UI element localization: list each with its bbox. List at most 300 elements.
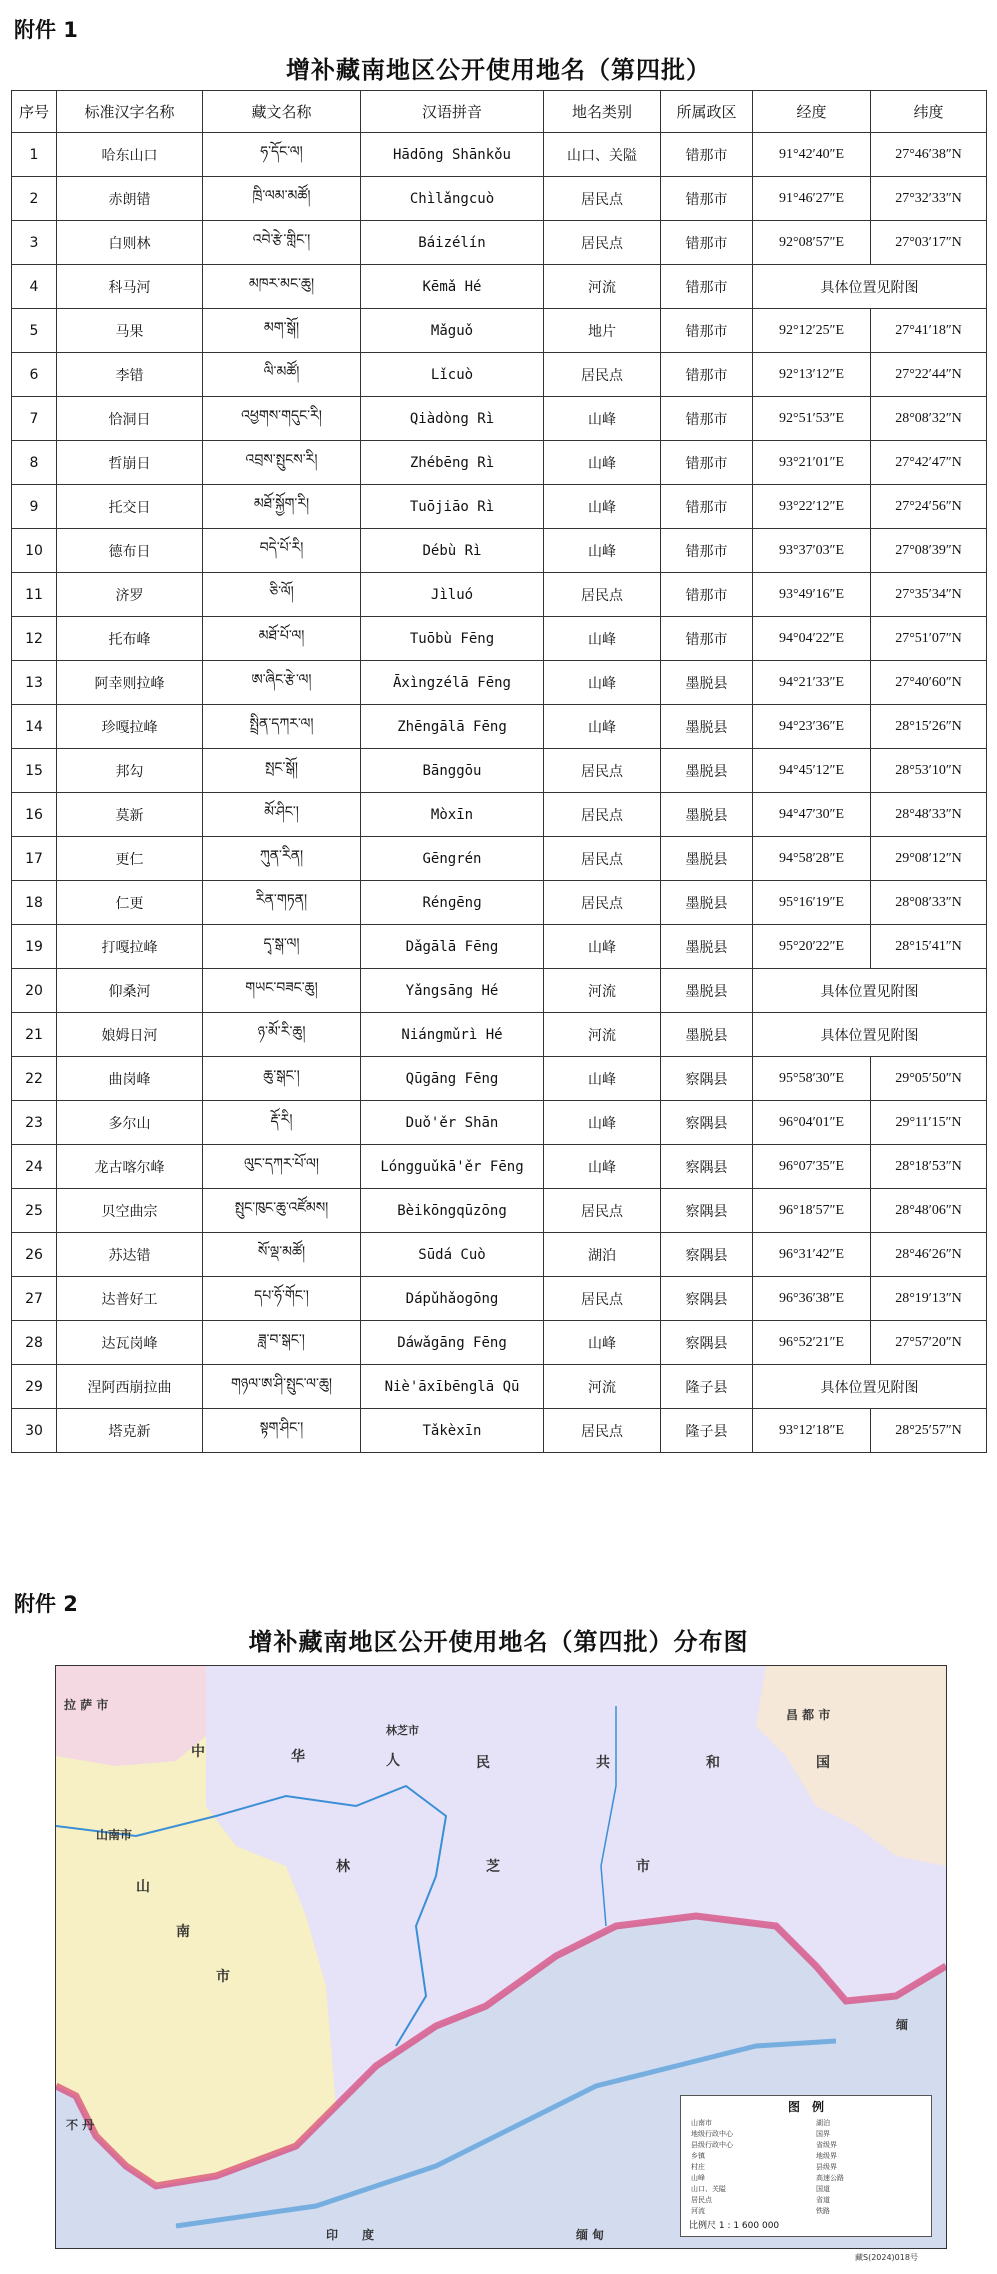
cell-latitude: 27°24′56″N <box>871 485 987 529</box>
cell-region: 错那市 <box>661 397 753 441</box>
cell-type: 居民点 <box>544 793 661 837</box>
map-label-shannan-city: 山南市 <box>96 1828 133 1842</box>
header-lon: 经度 <box>753 91 871 133</box>
map-label-he: 和 <box>706 1755 720 1771</box>
map-approval-number: 藏S(2024)018号 <box>855 2253 918 2262</box>
map-label-ren: 人 <box>386 1753 400 1769</box>
cell-tibetan-name: གཉལ་ཨ་ཤི་སྤུང་ལ་ཆུ། <box>203 1365 361 1409</box>
cell-type: 山峰 <box>544 1057 661 1101</box>
cell-han-name: 莫新 <box>57 793 203 837</box>
cell-type: 地片 <box>544 309 661 353</box>
cell-type: 山峰 <box>544 397 661 441</box>
cell-no: 11 <box>12 573 57 617</box>
cell-no: 5 <box>12 309 57 353</box>
map-label-nan: 南 <box>176 1924 190 1940</box>
table-row <box>12 1189 987 1233</box>
cell-latitude: 27°57′20″N <box>871 1321 987 1365</box>
cell-han-name: 曲岗峰 <box>57 1057 203 1101</box>
cell-pinyin: Dápǔhǎogōng <box>361 1277 544 1321</box>
cell-type: 山峰 <box>544 925 661 969</box>
cell-type: 河流 <box>544 1365 661 1409</box>
cell-longitude: 96°18′57″E <box>753 1189 871 1233</box>
cell-longitude: 94°45′12″E <box>753 749 871 793</box>
cell-longitude: 92°51′53″E <box>753 397 871 441</box>
table-row <box>12 1321 987 1365</box>
cell-type: 居民点 <box>544 177 661 221</box>
cell-longitude: 95°20′22″E <box>753 925 871 969</box>
table-row <box>12 221 987 265</box>
cell-region: 错那市 <box>661 617 753 661</box>
table-row <box>12 617 987 661</box>
cell-han-name: 达普好工 <box>57 1277 203 1321</box>
cell-han-name: 科马河 <box>57 265 203 309</box>
cell-no: 19 <box>12 925 57 969</box>
legend-title: 图 例 <box>787 2100 824 2114</box>
cell-latitude: 29°05′50″N <box>871 1057 987 1101</box>
cell-region: 错那市 <box>661 265 753 309</box>
cell-tibetan-name: སྤྲིན་དཀར་ལ། <box>203 705 361 749</box>
cell-no: 6 <box>12 353 57 397</box>
legend-item: 县级行政中心 <box>691 2141 733 2149</box>
table-row <box>12 1101 987 1145</box>
cell-type: 河流 <box>544 969 661 1013</box>
cell-tibetan-name: དྭ་སྒ་ལ། <box>203 925 361 969</box>
cell-longitude: 96°36′38″E <box>753 1277 871 1321</box>
cell-latitude: 28°15′26″N <box>871 705 987 749</box>
cell-no: 1 <box>12 133 57 177</box>
cell-tibetan-name: སོ་ལྡ་མཚོ། <box>203 1233 361 1277</box>
table-row <box>12 837 987 881</box>
map-label-zhi: 芝 <box>486 1859 500 1875</box>
cell-type: 居民点 <box>544 881 661 925</box>
cell-han-name: 邦勾 <box>57 749 203 793</box>
cell-pinyin: Zhébēng Rì <box>361 441 544 485</box>
cell-tibetan-name: སྟག་ཤིང་། <box>203 1409 361 1453</box>
place-names-table <box>11 90 987 1453</box>
cell-han-name: 德布日 <box>57 529 203 573</box>
cell-han-name: 托布峰 <box>57 617 203 661</box>
header-lat: 纬度 <box>871 91 987 133</box>
cell-tibetan-name: གཡང་བཟང་ཆུ། <box>203 969 361 1013</box>
cell-tibetan-name: ཆུ་སྒང་། <box>203 1057 361 1101</box>
cell-region: 错那市 <box>661 133 753 177</box>
cell-latitude: 27°32′33″N <box>871 177 987 221</box>
cell-no: 27 <box>12 1277 57 1321</box>
cell-han-name: 达瓦岗峰 <box>57 1321 203 1365</box>
cell-region: 错那市 <box>661 441 753 485</box>
cell-no: 25 <box>12 1189 57 1233</box>
cell-pinyin: Niángmǔrì Hé <box>361 1013 544 1057</box>
legend-item: 省道 <box>816 2196 830 2204</box>
cell-region: 错那市 <box>661 309 753 353</box>
legend-item: 湖泊 <box>816 2119 830 2127</box>
cell-tibetan-name: ཅི་ལོ། <box>203 573 361 617</box>
cell-tibetan-name: རིན་གཏན། <box>203 881 361 925</box>
cell-pinyin: Báizélín <box>361 221 544 265</box>
cell-latitude: 28°48′33″N <box>871 793 987 837</box>
cell-han-name: 哲崩日 <box>57 441 203 485</box>
cell-pinyin: Bèikōngqūzōng <box>361 1189 544 1233</box>
legend-item: 地级界 <box>816 2152 837 2160</box>
cell-no: 23 <box>12 1101 57 1145</box>
cell-no: 3 <box>12 221 57 265</box>
cell-longitude: 92°12′25″E <box>753 309 871 353</box>
header-tib: 藏文名称 <box>203 91 361 133</box>
table-row <box>12 309 987 353</box>
cell-region: 错那市 <box>661 529 753 573</box>
cell-tibetan-name: ལུང་དཀར་པོ་ལ། <box>203 1145 361 1189</box>
cell-latitude: 28°53′10″N <box>871 749 987 793</box>
legend-item: 山峰 <box>691 2174 705 2182</box>
cell-pinyin: Āxìngzélā Fēng <box>361 661 544 705</box>
cell-type: 山峰 <box>544 1145 661 1189</box>
cell-location-note: 具体位置见附图 <box>753 1013 987 1057</box>
table-row <box>12 133 987 177</box>
cell-pinyin: Rénɡēnɡ <box>361 881 544 925</box>
legend-scale: 比例尺 1 : 1 600 000 <box>689 2221 780 2231</box>
cell-han-name: 仰桑河 <box>57 969 203 1013</box>
legend-item: 国界 <box>816 2130 830 2138</box>
map-label-guo: 国 <box>816 1755 830 1771</box>
cell-han-name: 龙古喀尔峰 <box>57 1145 203 1189</box>
cell-type: 居民点 <box>544 837 661 881</box>
cell-region: 错那市 <box>661 221 753 265</box>
header-han: 标准汉字名称 <box>57 91 203 133</box>
table-row <box>12 573 987 617</box>
cell-region: 墨脱县 <box>661 969 753 1013</box>
legend-item: 省级界 <box>816 2141 837 2149</box>
cell-region: 墨脱县 <box>661 1013 753 1057</box>
cell-type: 山峰 <box>544 617 661 661</box>
cell-pinyin: Kēmǎ Hé <box>361 265 544 309</box>
map-label-myanmar1: 缅 <box>896 2018 909 2032</box>
cell-latitude: 27°46′38″N <box>871 133 987 177</box>
cell-pinyin: Tuōjiāo Rì <box>361 485 544 529</box>
cell-pinyin: Gēngrén <box>361 837 544 881</box>
table-row <box>12 397 987 441</box>
legend-item: 县级界 <box>816 2163 837 2171</box>
cell-latitude: 28°08′32″N <box>871 397 987 441</box>
attachment-2-label: 附件 2 <box>14 1592 78 1616</box>
legend-item: 国道 <box>816 2185 830 2193</box>
legend-item: 高速公路 <box>816 2174 844 2182</box>
cell-tibetan-name: རྡོ་རི། <box>203 1101 361 1145</box>
cell-tibetan-name: མག་སྒོ། <box>203 309 361 353</box>
table-row <box>12 441 987 485</box>
cell-no: 30 <box>12 1409 57 1453</box>
cell-han-name: 苏达错 <box>57 1233 203 1277</box>
legend-item: 河流 <box>691 2207 705 2215</box>
cell-pinyin: Lóngguǔkā'ěr Fēng <box>361 1145 544 1189</box>
cell-longitude: 94°23′36″E <box>753 705 871 749</box>
map-label-min: 民 <box>476 1755 490 1771</box>
cell-region: 墨脱县 <box>661 881 753 925</box>
cell-tibetan-name: མཁར་མང་ཆུ། <box>203 265 361 309</box>
cell-pinyin: Débù Rì <box>361 529 544 573</box>
map-title: 增补藏南地区公开使用地名（第四批）分布图 <box>248 1627 749 1656</box>
cell-region: 错那市 <box>661 485 753 529</box>
cell-pinyin: Dáwǎgāng Fēng <box>361 1321 544 1365</box>
map-label-zhong: 中 <box>191 1744 205 1760</box>
legend-item: 山口、关隘 <box>691 2185 726 2193</box>
cell-latitude: 29°08′12″N <box>871 837 987 881</box>
cell-tibetan-name: སྤང་སྒོ། <box>203 749 361 793</box>
map-label-hua: 华 <box>291 1749 305 1765</box>
cell-han-name: 塔克新 <box>57 1409 203 1453</box>
cell-pinyin: Zhēngālā Fēng <box>361 705 544 749</box>
cell-han-name: 仁更 <box>57 881 203 925</box>
cell-pinyin: Bānggōu <box>361 749 544 793</box>
cell-han-name: 打嘎拉峰 <box>57 925 203 969</box>
cell-region: 隆子县 <box>661 1409 753 1453</box>
table-row <box>12 1409 987 1453</box>
cell-type: 山峰 <box>544 705 661 749</box>
cell-region: 墨脱县 <box>661 661 753 705</box>
cell-han-name: 阿幸则拉峰 <box>57 661 203 705</box>
cell-no: 10 <box>12 529 57 573</box>
cell-no: 24 <box>12 1145 57 1189</box>
cell-type: 居民点 <box>544 573 661 617</box>
cell-longitude: 93°22′12″E <box>753 485 871 529</box>
table-row <box>12 529 987 573</box>
cell-pinyin: Lǐcuò <box>361 353 544 397</box>
cell-region: 察隅县 <box>661 1101 753 1145</box>
cell-longitude: 95°16′19″E <box>753 881 871 925</box>
cell-no: 4 <box>12 265 57 309</box>
cell-type: 居民点 <box>544 221 661 265</box>
cell-pinyin: Niè'āxībēnglā Qū <box>361 1365 544 1409</box>
cell-latitude: 27°35′34″N <box>871 573 987 617</box>
cell-region: 隆子县 <box>661 1365 753 1409</box>
cell-type: 山峰 <box>544 661 661 705</box>
cell-longitude: 93°49′16″E <box>753 573 871 617</box>
cell-region: 墨脱县 <box>661 793 753 837</box>
table-row <box>12 177 987 221</box>
table-row <box>12 1233 987 1277</box>
cell-han-name: 更仁 <box>57 837 203 881</box>
map-label-bhutan: 不 丹 <box>66 2118 95 2132</box>
cell-no: 20 <box>12 969 57 1013</box>
cell-no: 21 <box>12 1013 57 1057</box>
map-label-changdu: 昌 都 市 <box>786 1708 831 1722</box>
cell-han-name: 娘姆日河 <box>57 1013 203 1057</box>
cell-tibetan-name: འཕྱགས་གདུང་རི། <box>203 397 361 441</box>
header-pinyin: 汉语拼音 <box>361 91 544 133</box>
cell-longitude: 96°07′35″E <box>753 1145 871 1189</box>
cell-type: 山峰 <box>544 485 661 529</box>
header-no: 序号 <box>12 91 57 133</box>
cell-han-name: 托交日 <box>57 485 203 529</box>
cell-tibetan-name: ཁྲི་ལམ་མཚོ། <box>203 177 361 221</box>
cell-tibetan-name: བདེ་པོ་རི། <box>203 529 361 573</box>
cell-no: 15 <box>12 749 57 793</box>
cell-type: 居民点 <box>544 1409 661 1453</box>
cell-longitude: 92°13′12″E <box>753 353 871 397</box>
cell-latitude: 27°03′17″N <box>871 221 987 265</box>
cell-type: 居民点 <box>544 749 661 793</box>
header-region: 所属政区 <box>661 91 753 133</box>
cell-location-note: 具体位置见附图 <box>753 1365 987 1409</box>
table-row <box>12 353 987 397</box>
cell-longitude: 94°58′28″E <box>753 837 871 881</box>
cell-region: 墨脱县 <box>661 925 753 969</box>
cell-type: 居民点 <box>544 1277 661 1321</box>
cell-pinyin: Duǒ'ěr Shān <box>361 1101 544 1145</box>
cell-tibetan-name: མཐོ་པོ་ལ། <box>203 617 361 661</box>
cell-latitude: 27°40′60″N <box>871 661 987 705</box>
legend-item: 乡镇 <box>691 2152 705 2160</box>
cell-latitude: 27°22′44″N <box>871 353 987 397</box>
cell-longitude: 95°58′30″E <box>753 1057 871 1101</box>
cell-tibetan-name: མོ་ཤིང་། <box>203 793 361 837</box>
cell-type: 山峰 <box>544 1321 661 1365</box>
cell-no: 13 <box>12 661 57 705</box>
cell-location-note: 具体位置见附图 <box>753 265 987 309</box>
table-row <box>12 969 987 1013</box>
cell-type: 山峰 <box>544 529 661 573</box>
cell-longitude: 96°52′21″E <box>753 1321 871 1365</box>
table-row <box>12 749 987 793</box>
table-row <box>12 925 987 969</box>
cell-han-name: 涅阿西崩拉曲 <box>57 1365 203 1409</box>
cell-no: 22 <box>12 1057 57 1101</box>
cell-longitude: 91°46′27″E <box>753 177 871 221</box>
cell-type: 山口、关隘 <box>544 133 661 177</box>
cell-latitude: 27°42′47″N <box>871 441 987 485</box>
cell-no: 18 <box>12 881 57 925</box>
legend-item: 山南市 <box>691 2119 712 2127</box>
cell-no: 26 <box>12 1233 57 1277</box>
cell-tibetan-name: མཐོ་སྐྱོག་རི། <box>203 485 361 529</box>
cell-tibetan-name: ཀུན་རིན། <box>203 837 361 881</box>
table-row <box>12 265 987 309</box>
legend-item: 地级行政中心 <box>691 2130 733 2138</box>
cell-tibetan-name: ཉ་མོ་རི་ཆུ། <box>203 1013 361 1057</box>
cell-longitude: 94°04′22″E <box>753 617 871 661</box>
cell-longitude: 93°37′03″E <box>753 529 871 573</box>
cell-type: 居民点 <box>544 1189 661 1233</box>
table-row <box>12 1365 987 1409</box>
cell-longitude: 93°12′18″E <box>753 1409 871 1453</box>
cell-longitude: 94°47′30″E <box>753 793 871 837</box>
cell-no: 14 <box>12 705 57 749</box>
cell-no: 17 <box>12 837 57 881</box>
cell-region: 墨脱县 <box>661 837 753 881</box>
map-label-lin: 林 <box>336 1859 350 1875</box>
map-label-shi: 市 <box>216 1969 230 1985</box>
cell-no: 16 <box>12 793 57 837</box>
table-row <box>12 705 987 749</box>
table-row <box>12 793 987 837</box>
cell-region: 察隅县 <box>661 1057 753 1101</box>
cell-pinyin: Mǎguǒ <box>361 309 544 353</box>
cell-pinyin: Yǎngsāng Hé <box>361 969 544 1013</box>
cell-pinyin: Qūgāng Fēng <box>361 1057 544 1101</box>
legend-item: 居民点 <box>691 2196 712 2204</box>
map-label-gong: 共 <box>596 1755 610 1771</box>
cell-han-name: 恰洞日 <box>57 397 203 441</box>
cell-han-name: 济罗 <box>57 573 203 617</box>
cell-no: 29 <box>12 1365 57 1409</box>
cell-longitude: 93°21′01″E <box>753 441 871 485</box>
cell-type: 河流 <box>544 265 661 309</box>
cell-han-name: 马果 <box>57 309 203 353</box>
cell-pinyin: Qiàdòng Rì <box>361 397 544 441</box>
cell-latitude: 28°25′57″N <box>871 1409 987 1453</box>
cell-region: 错那市 <box>661 353 753 397</box>
cell-region: 墨脱县 <box>661 705 753 749</box>
cell-pinyin: Tǎkèxīn <box>361 1409 544 1453</box>
cell-pinyin: Jìluó <box>361 573 544 617</box>
cell-tibetan-name: ཟླ་བ་སྒང་། <box>203 1321 361 1365</box>
cell-han-name: 赤朗错 <box>57 177 203 221</box>
cell-tibetan-name: ལི་མཚོ། <box>203 353 361 397</box>
cell-no: 12 <box>12 617 57 661</box>
cell-latitude: 28°19′13″N <box>871 1277 987 1321</box>
cell-pinyin: Mòxīn <box>361 793 544 837</box>
cell-region: 墨脱县 <box>661 749 753 793</box>
cell-region: 察隅县 <box>661 1277 753 1321</box>
cell-type: 河流 <box>544 1013 661 1057</box>
cell-pinyin: Sūdá Cuò <box>361 1233 544 1277</box>
attachment-1-label: 附件 1 <box>14 18 78 42</box>
cell-han-name: 李错 <box>57 353 203 397</box>
cell-latitude: 28°48′06″N <box>871 1189 987 1233</box>
cell-longitude: 92°08′57″E <box>753 221 871 265</box>
cell-no: 7 <box>12 397 57 441</box>
cell-type: 山峰 <box>544 1101 661 1145</box>
cell-latitude: 28°08′33″N <box>871 881 987 925</box>
cell-tibetan-name: ཨ་ཞིང་རྩེ་ལ། <box>203 661 361 705</box>
cell-pinyin: Hādōng Shānkǒu <box>361 133 544 177</box>
cell-region: 错那市 <box>661 573 753 617</box>
cell-pinyin: Chìlǎngcuò <box>361 177 544 221</box>
cell-region: 察隅县 <box>661 1189 753 1233</box>
cell-latitude: 29°11′15″N <box>871 1101 987 1145</box>
table-row <box>12 661 987 705</box>
table-header-row <box>12 91 987 133</box>
cell-type: 居民点 <box>544 353 661 397</box>
cell-han-name: 珍嘎拉峰 <box>57 705 203 749</box>
cell-han-name: 多尔山 <box>57 1101 203 1145</box>
map-label-shi2: 市 <box>636 1859 650 1875</box>
map-label-shan: 山 <box>136 1879 150 1895</box>
cell-type: 山峰 <box>544 441 661 485</box>
cell-longitude: 91°42′40″E <box>753 133 871 177</box>
cell-longitude: 96°31′42″E <box>753 1233 871 1277</box>
cell-longitude: 94°21′33″E <box>753 661 871 705</box>
table-row <box>12 1013 987 1057</box>
cell-region: 错那市 <box>661 177 753 221</box>
cell-pinyin: Dǎgālā Fēng <box>361 925 544 969</box>
cell-pinyin: Tuōbù Fēng <box>361 617 544 661</box>
cell-han-name: 白则林 <box>57 221 203 265</box>
cell-tibetan-name: འབེ་རྩེ་གླིང་། <box>203 221 361 265</box>
cell-tibetan-name: སྤུང་ཁུང་ཆུ་འཛོམས། <box>203 1189 361 1233</box>
table-row <box>12 1145 987 1189</box>
cell-no: 9 <box>12 485 57 529</box>
map-label-nyingchi-city: 林芝市 <box>386 1724 419 1737</box>
header-type: 地名类别 <box>544 91 661 133</box>
cell-region: 察隅县 <box>661 1233 753 1277</box>
cell-longitude: 96°04′01″E <box>753 1101 871 1145</box>
legend-item: 铁路 <box>816 2207 830 2215</box>
cell-latitude: 28°15′41″N <box>871 925 987 969</box>
cell-latitude: 28°18′53″N <box>871 1145 987 1189</box>
map-label-lhasa: 拉 萨 市 <box>64 1698 109 1712</box>
map-region-lhasa <box>56 1666 206 1766</box>
table-row <box>12 485 987 529</box>
